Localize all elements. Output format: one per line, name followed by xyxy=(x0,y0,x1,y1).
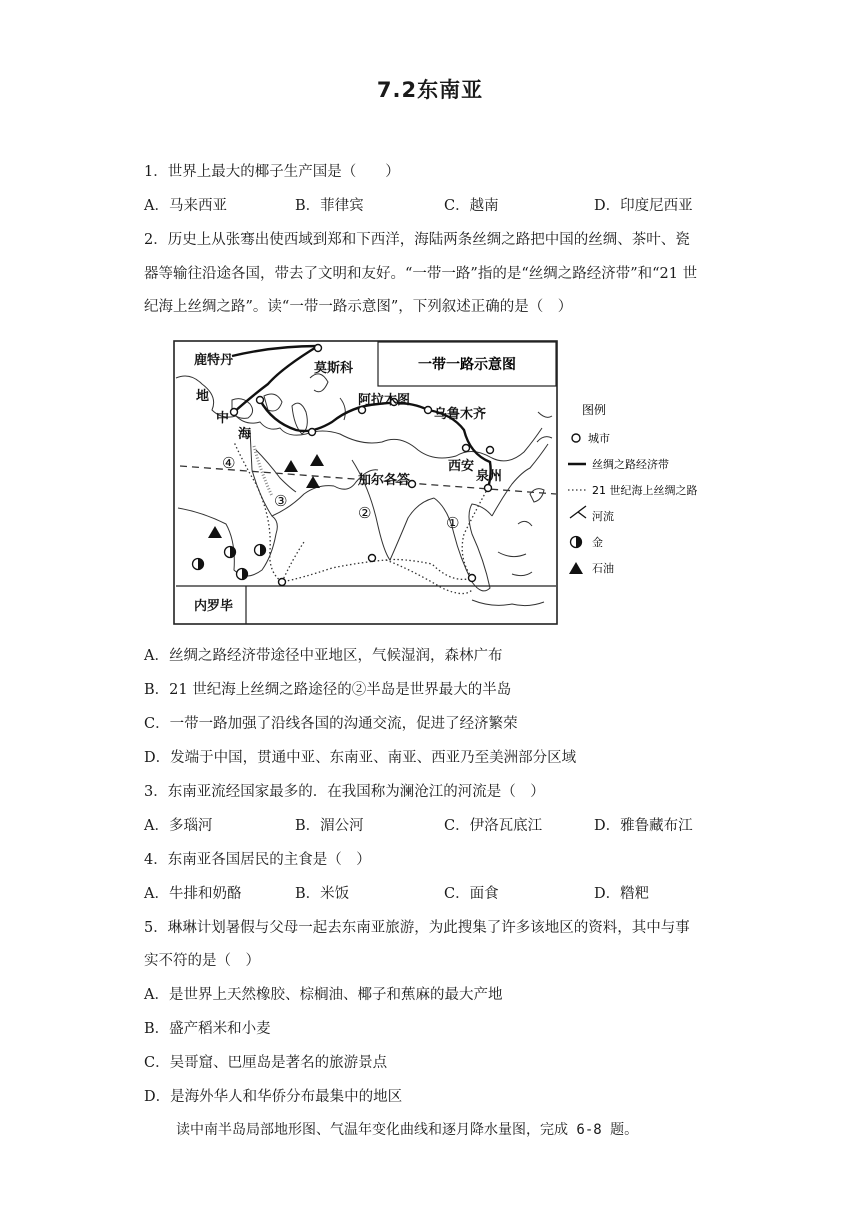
q3-option-b: B．湄公河 xyxy=(295,818,364,834)
q2-stem-line-1: 2．历史上从张骞出使西域到郑和下西洋，海陆两条丝绸之路把中国的丝绸、茶叶、瓷 xyxy=(144,232,690,248)
q1-option-d: D．印度尼西亚 xyxy=(594,198,693,214)
label-di: 地 xyxy=(196,389,210,404)
svg-text:金: 金 xyxy=(592,536,603,549)
label-hai: 海 xyxy=(238,427,252,442)
q4-option-b: B．米饭 xyxy=(295,886,350,902)
q2-option-b: B．21 世纪海上丝绸之路途径的②半岛是世界最大的半岛 xyxy=(144,682,512,698)
q2-option-c: C．一带一路加强了沿线各国的沟通交流，促进了经济繁荣 xyxy=(144,716,518,732)
q1-option-c: C．越南 xyxy=(444,198,499,214)
svg-text:河流: 河流 xyxy=(592,510,614,523)
q4-stem: 4．东南亚各国居民的主食是（ ） xyxy=(144,852,371,868)
svg-text:③: ③ xyxy=(274,492,288,510)
q5-option-d: D．是海外华人和华侨分布最集中的地区 xyxy=(144,1089,403,1105)
q5-option-b: B．盛产稻米和小麦 xyxy=(144,1021,271,1037)
oil-legend-icon xyxy=(569,562,583,574)
q2-stem-line-2: 器等输往沿途各国，带去了文明和友好。“一带一路”指的是“丝绸之路经济带”和“21 世 xyxy=(144,266,698,282)
belt-and-road-map xyxy=(172,338,732,630)
q1-stem: 1．世界上最大的椰子生产国是（ ） xyxy=(144,164,400,180)
river-icon xyxy=(570,506,586,518)
svg-text:石油: 石油 xyxy=(592,562,614,575)
q5-option-a: A．是世界上天然橡胶、棕榈油、椰子和蕉麻的最大产地 xyxy=(144,987,503,1003)
q4-option-d: D．糌粑 xyxy=(594,886,650,902)
q2-option-a: A．丝绸之路经济带途径中亚地区，气候湿润，森林广布 xyxy=(144,648,503,664)
svg-text:④: ④ xyxy=(222,454,236,472)
label-zhong: 中 xyxy=(216,411,230,426)
q1-option-b: B．菲律宾 xyxy=(295,198,364,214)
q4-option-a: A．牛排和奶酪 xyxy=(144,886,242,902)
svg-text:②: ② xyxy=(358,504,372,522)
q1-option-a: A．马来西亚 xyxy=(144,198,227,214)
q5-stem-line-1: 5．琳琳计划暑假与父母一起去东南亚旅游，为此搜集了许多该地区的资料，其中与事 xyxy=(144,920,690,936)
q3-option-c: C．伊洛瓦底江 xyxy=(444,818,543,834)
legend-title: 图例 xyxy=(582,403,607,417)
label-kolkata: 加尔各答 xyxy=(358,473,411,488)
q4-option-c: C．面食 xyxy=(444,886,499,902)
label-xian: 西安 xyxy=(448,459,475,474)
label-almaty: 阿拉木图 xyxy=(358,393,411,408)
svg-text:①: ① xyxy=(446,514,460,532)
map-legend xyxy=(568,402,698,575)
label-nairobi: 内罗毕 xyxy=(194,599,234,614)
q2-stem-line-3: 纪海上丝绸之路”。读“一带一路示意图”，下列叙述正确的是（ ） xyxy=(144,299,573,315)
q2-option-d: D．发端于中国，贯通中亚、东南亚、南亚、西亚乃至美洲部分区域 xyxy=(144,750,577,766)
instruction-text: 读中南半岛局部地形图、气温年变化曲线和逐月降水量图，完成 6-8 题。 xyxy=(176,1122,639,1138)
q3-option-d: D．雅鲁藏布江 xyxy=(594,818,693,834)
label-moscow: 莫斯科 xyxy=(314,361,354,376)
q3-stem: 3．东南亚流经国家最多的．在我国称为澜沧江的河流是（ ） xyxy=(144,784,545,800)
label-rotterdam: 鹿特丹 xyxy=(194,353,234,368)
gold-legend-icon xyxy=(571,537,582,548)
city-icon xyxy=(572,434,580,442)
svg-text:21 世纪海上丝绸之路: 21 世纪海上丝绸之路 xyxy=(592,484,698,497)
svg-text:城市: 城市 xyxy=(588,432,610,445)
label-urumqi: 乌鲁木齐 xyxy=(434,407,487,422)
svg-text:丝绸之路经济带: 丝绸之路经济带 xyxy=(592,458,669,471)
q5-stem-line-2: 实不符的是（ ） xyxy=(144,953,260,969)
label-quanzhou: 泉州 xyxy=(476,469,503,484)
q5-option-c: C．吴哥窟、巴厘岛是著名的旅游景点 xyxy=(144,1055,388,1071)
q3-option-a: A．多瑙河 xyxy=(144,818,213,834)
map-title: 一带一路示意图 xyxy=(418,357,516,373)
page-title: 7.2东南亚 xyxy=(376,78,484,102)
